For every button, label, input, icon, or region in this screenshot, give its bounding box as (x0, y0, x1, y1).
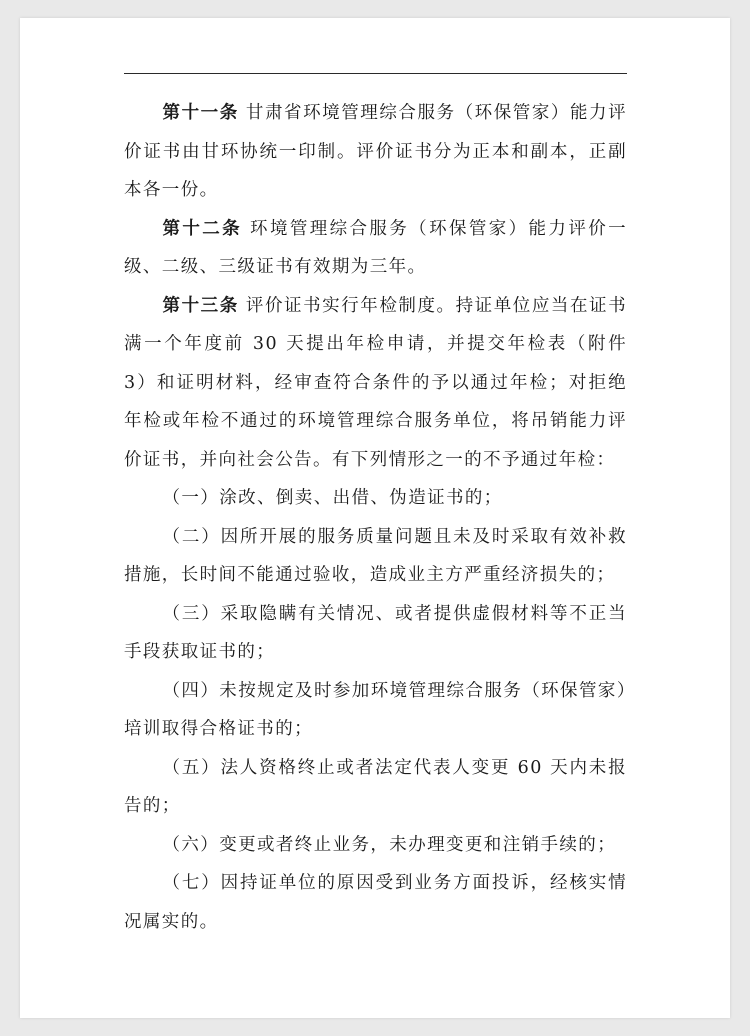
list-item: （一）涂改、倒卖、出借、伪造证书的； (162, 488, 503, 508)
list-item: （五）法人资格终止或者法定代表人变更 60 天内未报告的； (124, 757, 627, 816)
list-item: （四）未按规定及时参加环境管理综合服务（环保管家）培训取得合格证书的； (124, 680, 627, 739)
article-text: 甘肃省环境管理综合服务（环保管家）能力评价证书由甘环协统一印制。评价证书分为正本和副本，正副本各一份。 (124, 103, 628, 200)
document-page (20, 18, 730, 1018)
list-item: （七）因持证单位的原因受到业务方面投诉，经核实情况属实的。 (124, 873, 627, 932)
article-heading: 第十二条 (162, 218, 243, 239)
document-body (124, 94, 627, 941)
article-13 (124, 287, 627, 480)
article-11 (124, 94, 627, 210)
article-heading: 第十三条 (162, 295, 239, 316)
list-item: （三）采取隐瞒有关情况、或者提供虚假材料等不正当手段获取证书的； (124, 603, 627, 662)
list-item: （六）变更或者终止业务，未办理变更和注销手续的； (162, 834, 617, 855)
list-item: （二）因所开展的服务质量问题且未及时采取有效补救措施，长时间不能通过验收，造成业主方严重经济损失的； (124, 526, 627, 585)
article-text: 环境管理综合服务（环保管家）能力评价一级、二级、三级证书有效期为三年。 (124, 218, 627, 277)
header-rule (124, 73, 627, 74)
article-heading: 第十一条 (162, 103, 239, 123)
article-text: 评价证书实行年检制度。持证单位应当在证书满一个年度前 30 天提出年检申请，并提交年检表（附件 3）和证明材料，经审查符合条件的予以通过年检；对拒绝年检或年检不通过的环境管理综合服务单位，将吊销能力评价证书，并向社会公告。有下列情形之一的不予通过年检： (124, 295, 628, 470)
article-12 (124, 210, 627, 287)
